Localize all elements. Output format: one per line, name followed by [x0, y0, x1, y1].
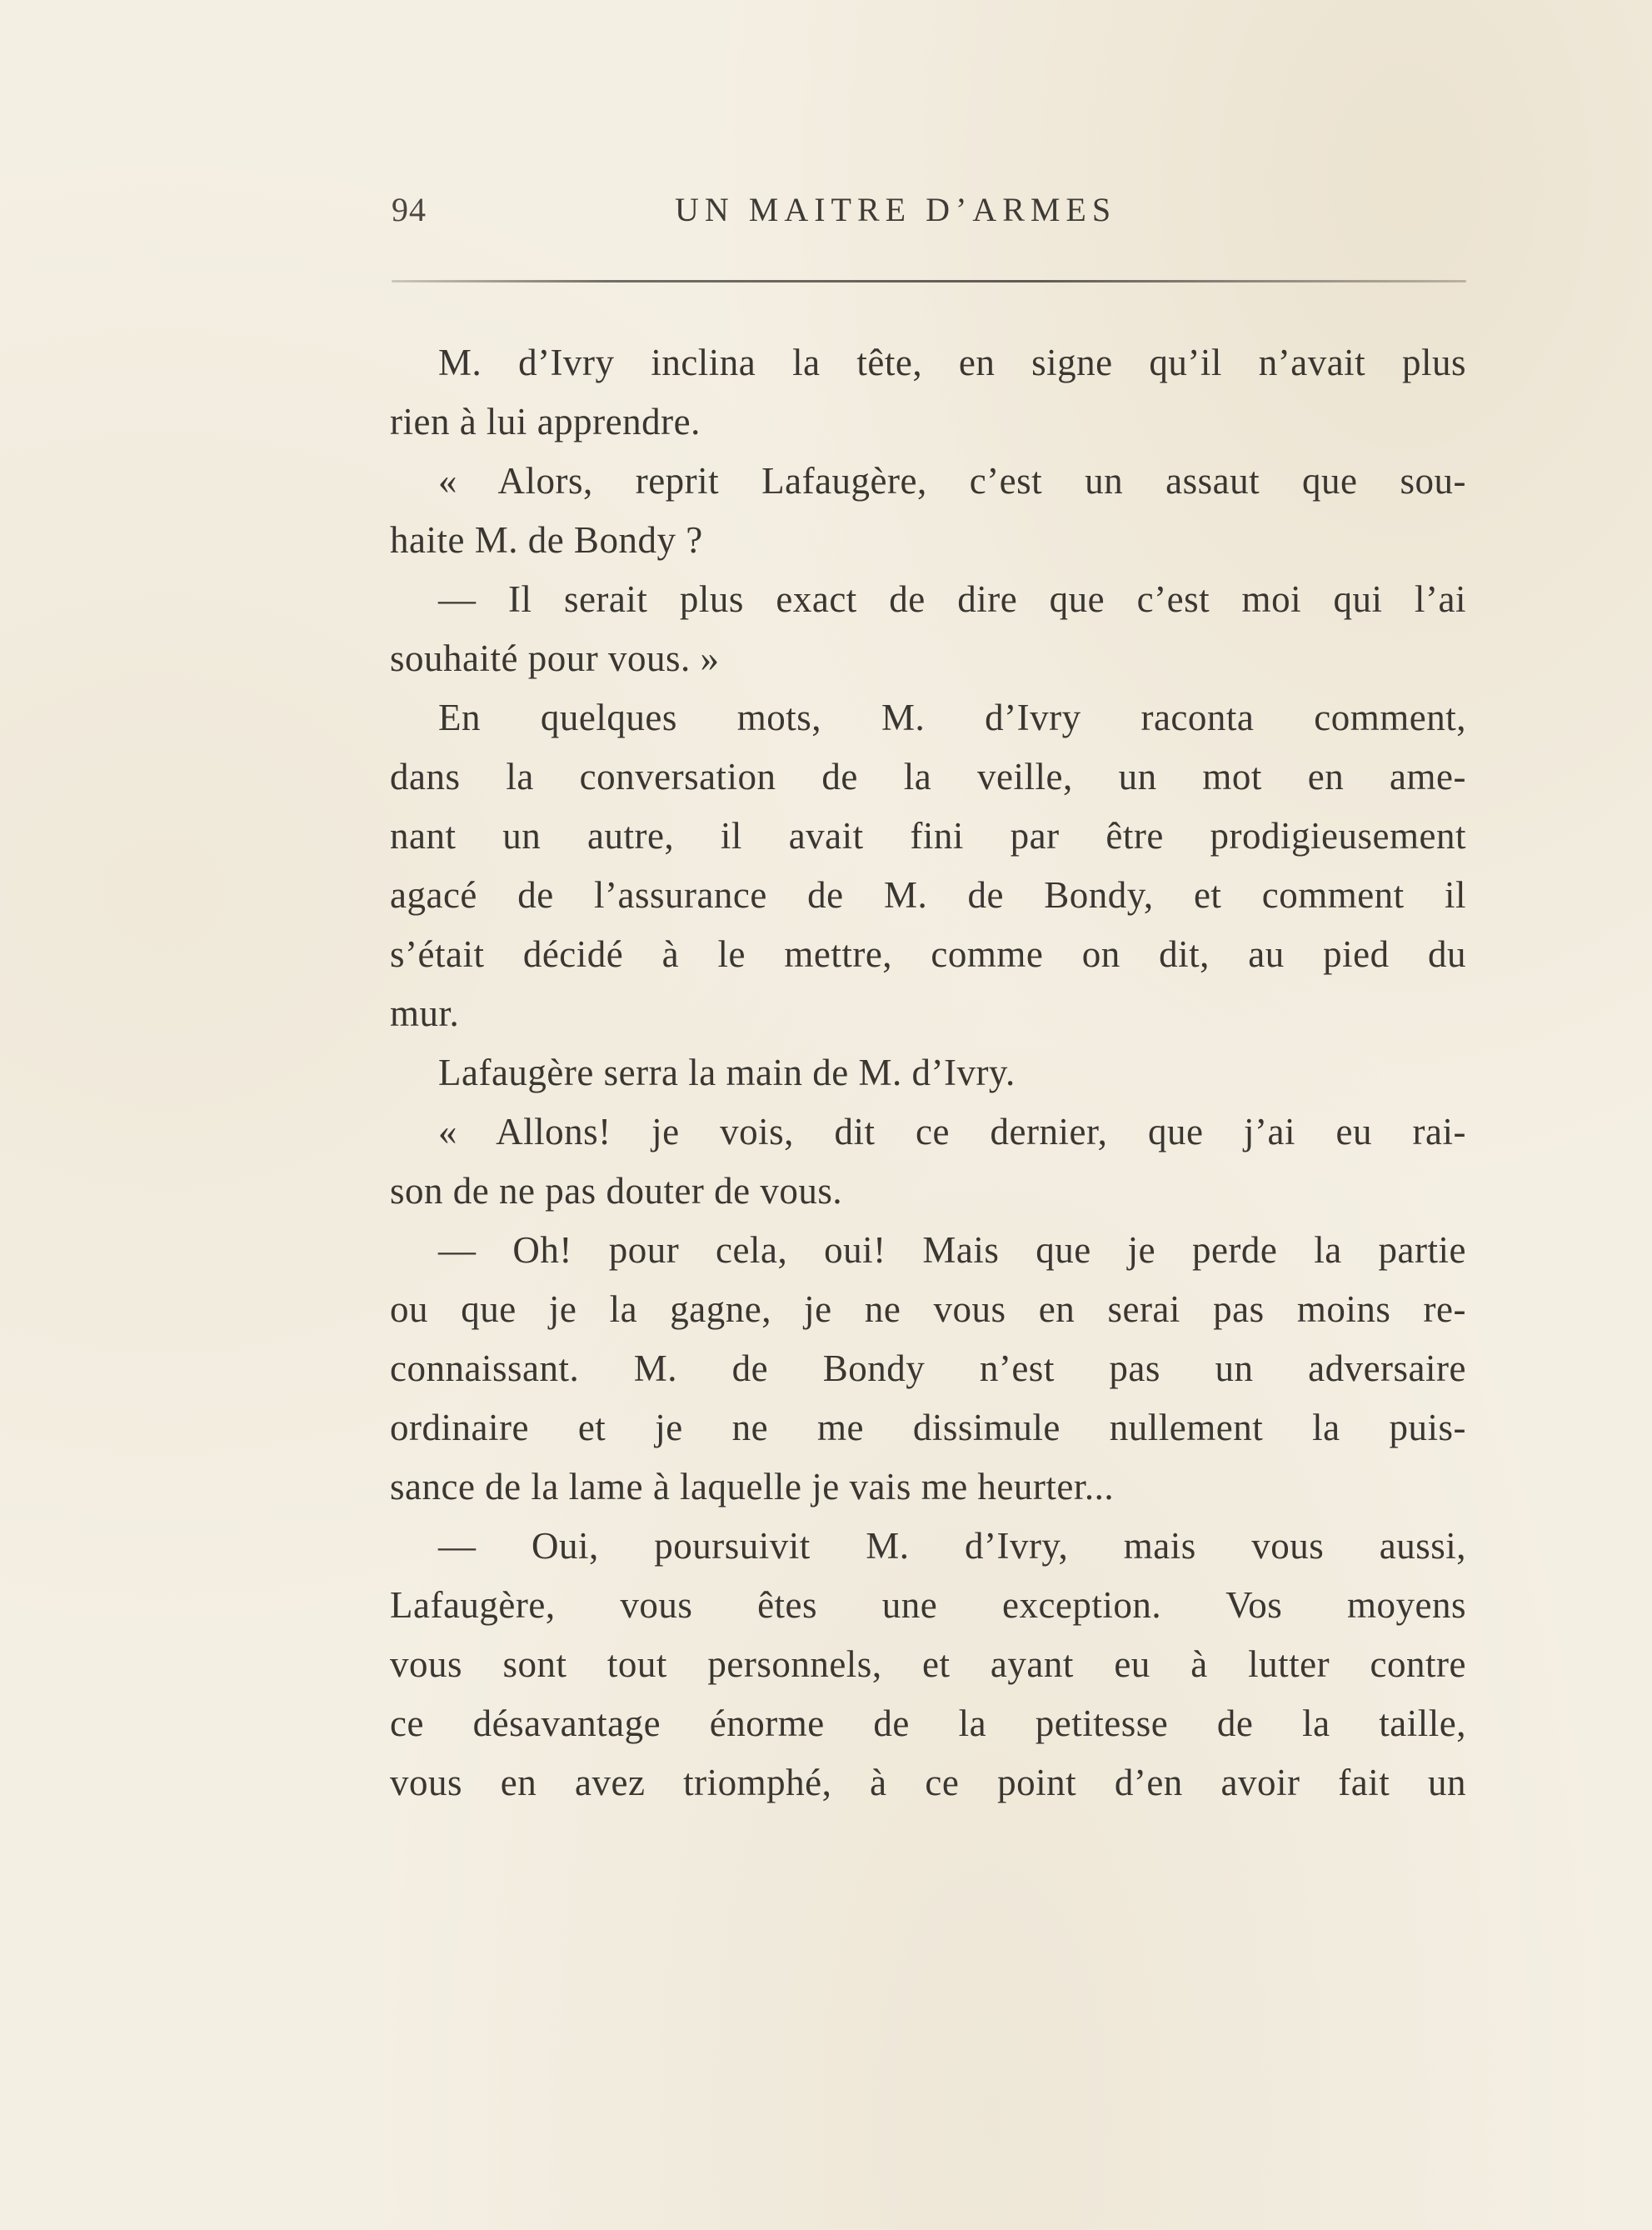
text-line: « Alors, reprit Lafaugère, c’est un assaut que sou-	[438, 460, 1466, 502]
text-line: haite M. de Bondy ?	[390, 519, 703, 561]
text-line: ou que je la gagne, je ne vous en serai pas moins re-	[390, 1288, 1466, 1330]
text-line: vous sont tout personnels, et ayant eu à lutter contre	[390, 1643, 1466, 1685]
running-title: UN MAITRE D’ARMES	[675, 191, 1117, 228]
text-line: ce désavantage énorme de la petitesse de la taille,	[390, 1702, 1466, 1744]
text-line: connaissant. M. de Bondy n’est pas un adversaire	[390, 1348, 1466, 1389]
page-number: 94	[392, 191, 427, 228]
text-line: Lafaugère serra la main de M. d’Ivry.	[438, 1052, 1016, 1093]
text-line: — Oui, poursuivit M. d’Ivry, mais vous aussi,	[438, 1525, 1466, 1567]
running-header	[392, 190, 1466, 240]
text-line: souhaité pour vous. »	[390, 638, 720, 679]
text-line: Lafaugère, vous êtes une exception. Vos moyens	[390, 1584, 1466, 1626]
text-line: rien à lui apprendre.	[390, 401, 701, 442]
text-line: nant un autre, il avait fini par être prodigieusement	[390, 815, 1466, 857]
text-line: s’était décidé à le mettre, comme on dit, au pied du	[390, 933, 1466, 975]
text-line: ordinaire et je ne me dissimule nullement la puis-	[390, 1407, 1466, 1448]
text-line: dans la conversation de la veille, un mot en ame-	[390, 756, 1466, 798]
text-line: « Allons! je vois, dit ce dernier, que j’ai eu rai-	[438, 1111, 1466, 1152]
header-rule	[392, 280, 1466, 282]
text-line: — Oh! pour cela, oui! Mais que je perde la partie	[438, 1229, 1466, 1271]
text-line: En quelques mots, M. d’Ivry raconta comment,	[438, 697, 1466, 738]
text-line: vous en avez triomphé, à ce point d’en avoir fait un	[390, 1762, 1466, 1803]
text-line: sance de la lame à laquelle je vais me heurter...	[390, 1466, 1115, 1508]
text-line: mur.	[390, 992, 460, 1034]
text-line: — Il serait plus exact de dire que c’est moi qui l’ai	[438, 578, 1466, 620]
text-line: agacé de l’assurance de M. de Bondy, et comment il	[390, 874, 1466, 916]
body-text	[390, 333, 1466, 1812]
text-line: son de ne pas douter de vous.	[390, 1170, 843, 1212]
text-line: M. d’Ivry inclina la tête, en signe qu’il n’avait plus	[438, 342, 1466, 383]
